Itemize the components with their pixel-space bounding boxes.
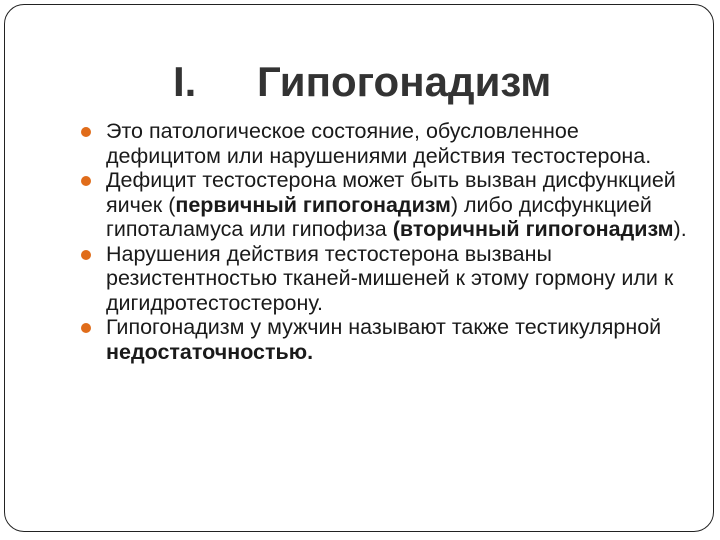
bullet-text-part: Дефицит тестостерона может быть вызван дисфункцией яичек ( — [106, 168, 676, 217]
bullet-item-4 — [81, 315, 691, 364]
bullet-item-1 — [81, 119, 691, 168]
title-text: Гипогонадизм — [257, 58, 552, 105]
bullet-item-3 — [81, 242, 691, 316]
bullet-text: Нарушения действия тестостерона вызваны резистентностью тканей-мишеней к этому гормону или к дигидротестостерону. — [106, 241, 674, 315]
bullet-bold-term: (вторичный гипогонадизм — [392, 217, 674, 241]
bullet-text-part: ). — [673, 217, 687, 241]
bullet-circle-icon — [81, 323, 91, 333]
bullet-circle-icon — [81, 250, 91, 260]
bullet-item-2 — [81, 168, 691, 242]
slide-frame — [4, 4, 714, 532]
bullet-list — [81, 119, 691, 364]
bullet-bold-term: недостаточностью. — [106, 339, 314, 364]
bullet-text: Это патологическое состояние, обусловленное дефицитом или нарушениями действия тестостерона. — [106, 119, 652, 168]
bullet-bold-term: первичный гипогонадизм — [175, 192, 451, 217]
title-number: I. — [173, 58, 197, 105]
slide-title — [173, 57, 551, 107]
bullet-circle-icon — [81, 176, 91, 186]
bullet-text-part: Гипогонадизм у мужчин называют также тестикулярной — [106, 315, 662, 339]
bullet-circle-icon — [81, 127, 91, 137]
bullet-text-part: ) либо дисфункцией гипоталамуса или гипофиза — [106, 192, 652, 241]
